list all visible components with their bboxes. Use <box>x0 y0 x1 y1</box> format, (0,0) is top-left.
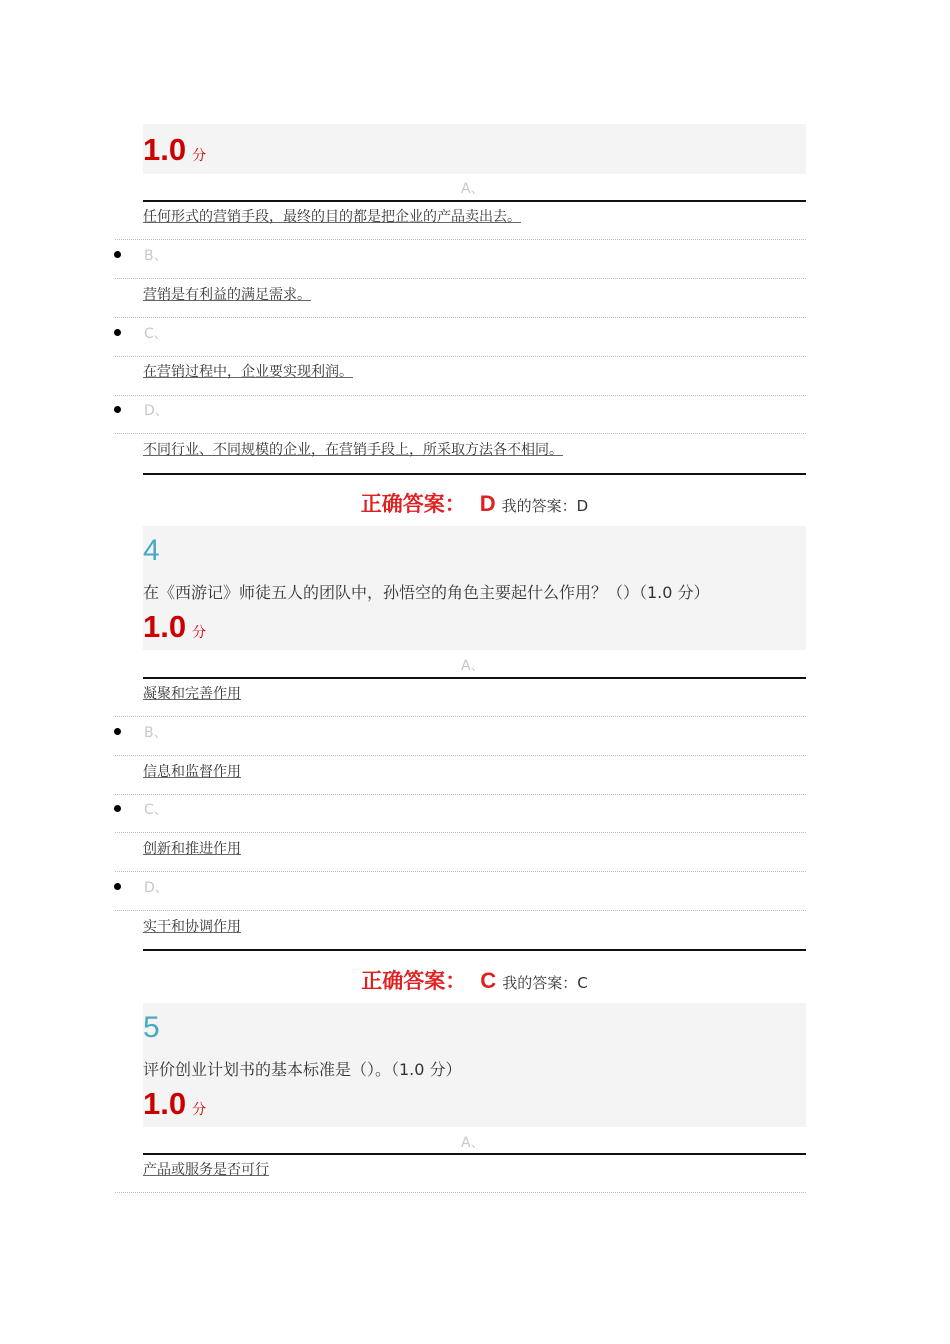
correct-answer-label: 正确答案： <box>360 492 466 516</box>
divider <box>143 473 806 475</box>
answer-row-q3 <box>143 488 806 518</box>
divider <box>115 433 806 434</box>
option-text-d[interactable]: 实干和协调作用 <box>143 919 241 935</box>
score-line <box>143 609 206 645</box>
divider <box>143 677 806 679</box>
question-number: 5 <box>143 1011 160 1044</box>
option-text-a[interactable]: 任何形式的营销手段，最终的目的都是把企业的产品卖出去。 <box>143 209 521 225</box>
option-text-b[interactable]: 信息和监督作用 <box>143 764 241 780</box>
divider <box>115 239 806 240</box>
bullet <box>114 406 121 413</box>
divider <box>115 871 806 872</box>
bullet <box>114 728 121 735</box>
divider <box>115 356 806 357</box>
question-text: 评价创业计划书的基本标准是（）。（1.0 分） <box>143 1060 462 1079</box>
option-letter-c: C、 <box>144 326 168 342</box>
score-unit: 分 <box>192 148 207 164</box>
score-line <box>143 132 206 168</box>
option-text-c[interactable]: 创新和推进作用 <box>143 841 241 857</box>
divider <box>115 317 806 318</box>
option-text-a[interactable]: 产品或服务是否可行 <box>143 1162 269 1178</box>
option-letter-a: A、 <box>461 658 485 674</box>
option-text-c[interactable]: 在营销过程中，企业要实现利润。 <box>143 364 353 380</box>
option-text-a[interactable]: 凝聚和完善作用 <box>143 686 241 702</box>
question-box-q5 <box>143 1003 806 1127</box>
option-letter-d: D、 <box>144 403 169 419</box>
bullet <box>114 805 121 812</box>
correct-answer-value: C <box>480 968 497 993</box>
score-unit: 分 <box>192 1102 207 1118</box>
option-letter-b: B、 <box>144 248 168 264</box>
option-text-d[interactable]: 不同行业、不同规模的企业，在营销手段上，所采取方法各不相同。 <box>143 442 563 458</box>
option-letter-a: A、 <box>461 1135 485 1151</box>
answer-row-q4 <box>143 965 806 995</box>
divider <box>115 395 806 396</box>
divider <box>115 1192 806 1193</box>
bullet <box>114 329 121 336</box>
bullet <box>114 883 121 890</box>
bullet <box>114 251 121 258</box>
option-letter-a: A、 <box>461 181 485 197</box>
score-unit: 分 <box>192 625 207 641</box>
my-answer-label: 我的答案： <box>501 497 577 515</box>
divider <box>115 278 806 279</box>
score-value: 1.0 <box>143 609 187 644</box>
divider <box>115 910 806 911</box>
divider <box>115 755 806 756</box>
my-answer-value: D <box>576 497 589 515</box>
question-number: 4 <box>143 534 160 567</box>
divider <box>115 794 806 795</box>
divider <box>115 716 806 717</box>
score-value: 1.0 <box>143 1086 187 1121</box>
correct-answer-value: D <box>479 491 496 516</box>
score-box-q3 <box>143 124 806 174</box>
question-text: 在《西游记》师徒五人的团队中，孙悟空的角色主要起什么作用？（）（1.0 分） <box>143 583 710 602</box>
my-answer-value: C <box>577 974 588 992</box>
divider <box>143 200 806 202</box>
option-text-b[interactable]: 营销是有利益的满足需求。 <box>143 287 311 303</box>
my-answer-label: 我的答案： <box>502 974 578 992</box>
correct-answer-label: 正确答案： <box>361 969 467 993</box>
divider <box>143 1153 806 1155</box>
score-value: 1.0 <box>143 132 187 167</box>
option-letter-c: C、 <box>144 802 168 818</box>
option-letter-b: B、 <box>144 725 168 741</box>
divider <box>115 832 806 833</box>
question-box-q4 <box>143 526 806 650</box>
option-letter-d: D、 <box>144 880 169 896</box>
divider <box>143 949 806 951</box>
score-line <box>143 1086 206 1122</box>
